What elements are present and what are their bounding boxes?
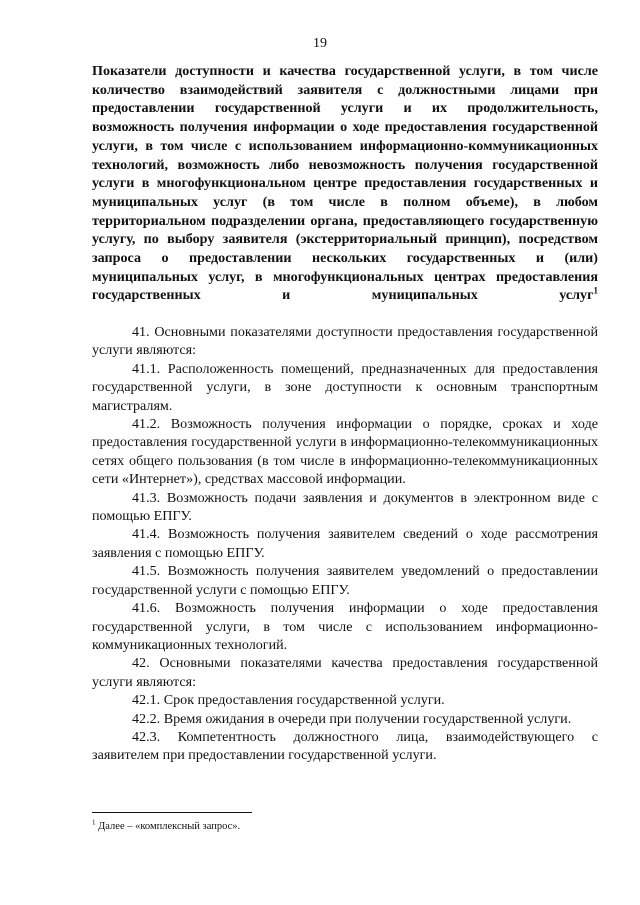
paragraph-42-1: 42.1. Срок предоставления государственной услуги. bbox=[132, 692, 445, 709]
paragraph-42-3: 42.3. Компетентность должностного лица, взаимодействующего с заявителем при предоставлении государственной услуги. bbox=[92, 728, 598, 764]
paragraph-41: 41. Основными показателями доступности предоставления государственной услуги являются: bbox=[92, 324, 598, 359]
paragraph-41-1: 41.1. Расположенность помещений, предназначенных для предоставления государственной услуги, в зоне доступности к основным транспортным магистралям. bbox=[92, 360, 598, 414]
footnote bbox=[92, 820, 598, 833]
paragraph-41-2: 41.2. Возможность получения информации о порядке, сроках и ходе предоставления государственной услуги в информационно-телекоммуникационных сетях общего пользования (в том числе в информационно-телекоммуникационных сети «Интернет»), средствах массовой информации. bbox=[92, 416, 598, 488]
section-heading-text: Показатели доступности и качества государственной услуги, в том числе количество взаимодействий заявителя с должностными лицами при предоставлении государственной услуги и их продолжительность, возможность получения информации о ходе предоставления государственной услуги, в том числе с использованием информационно-коммуникационных технологий, возможность либо невозможность получения государственной услуги в многофункциональном центре предоставления государственных и муниципальных услуг (в том числе в полном объеме), в любом территориальном подразделении органа, предоставляющего государственную услугу, по выбору заявителя (экстерриториальный принцип), посредством запроса о предоставлении нескольких государственных и (или) муниципальных услуг, в многофункциональных центрах предоставления государственных и муниципальных услуг bbox=[92, 63, 598, 304]
footnote-text: Далее – «комплексный запрос». bbox=[95, 821, 241, 832]
footnote-reference: 1 bbox=[593, 285, 598, 296]
footnote-mark: 1 bbox=[92, 818, 96, 827]
footnote-divider bbox=[92, 812, 252, 813]
paragraph-41-5: 41.5. Возможность получения заявителем уведомлений о предоставлении государственной услуги с помощью ЕПГУ. bbox=[92, 563, 598, 598]
paragraph-41-4: 41.4. Возможность получения заявителем сведений о ходе рассмотрения заявления с помощью ЕПГУ. bbox=[92, 526, 598, 561]
page-number: 19 bbox=[313, 36, 327, 51]
paragraph-42: 42. Основными показателями качества предоставления государственной услуги являются: bbox=[92, 655, 598, 690]
document-body bbox=[92, 323, 598, 765]
paragraph-42-2: 42.2. Время ожидания в очереди при получении государственной услуги. bbox=[132, 710, 572, 727]
paragraph-41-6: 41.6. Возможность получения информации о ходе предоставления государственной услуги, в том числе с использованием информационно-коммуникационных технологий. bbox=[92, 600, 598, 653]
paragraph-41-3: 41.3. Возможность подачи заявления и документов в электронном виде с помощью ЕПГУ. bbox=[92, 489, 598, 525]
section-heading bbox=[92, 62, 598, 305]
